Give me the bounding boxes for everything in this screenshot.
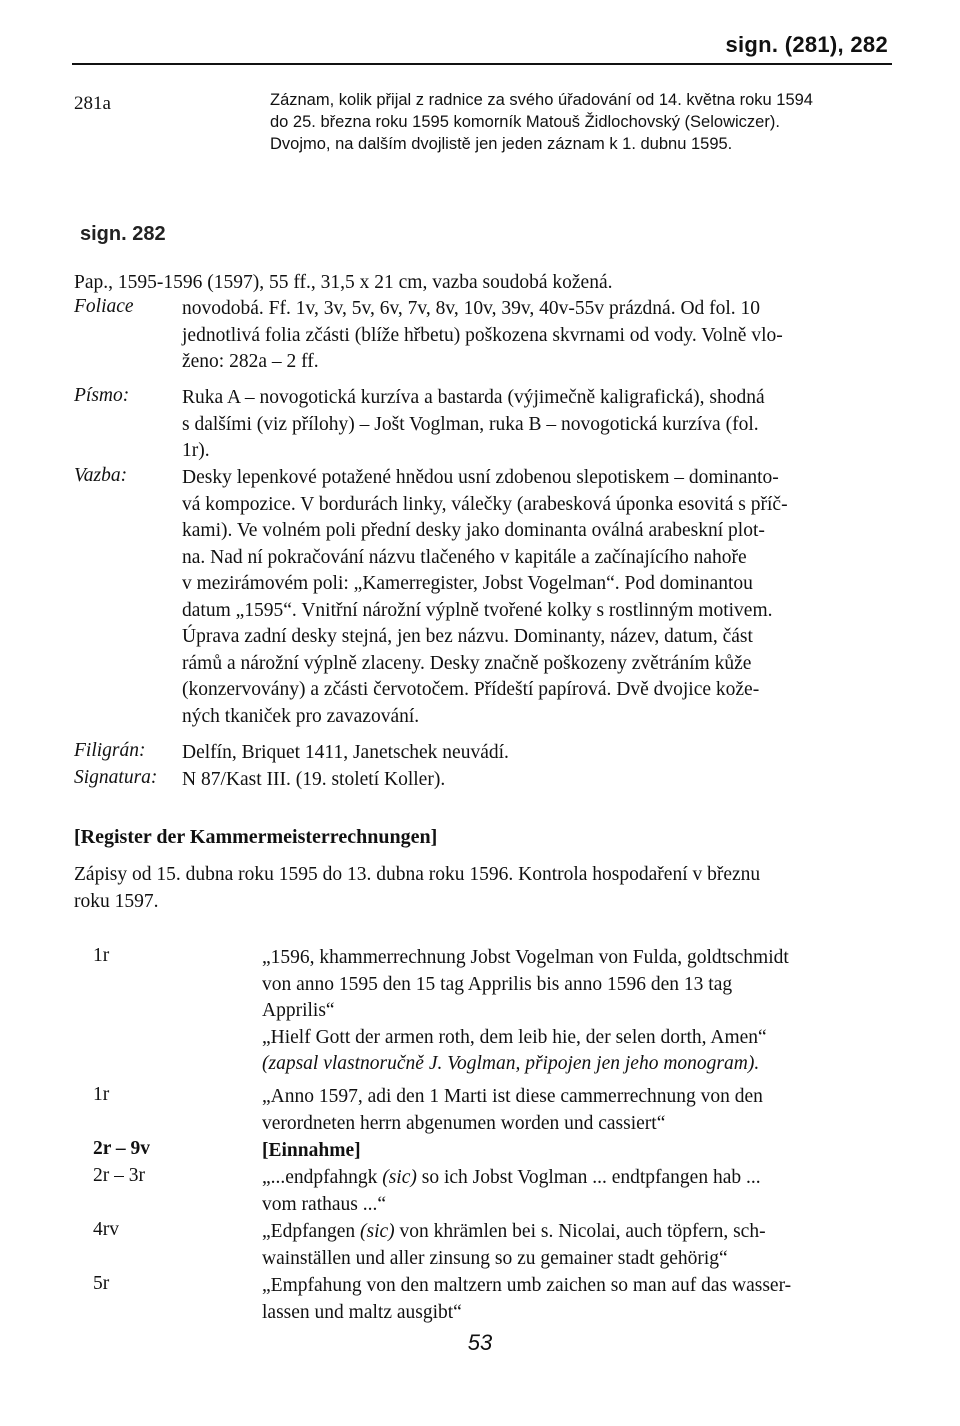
folio-label: 1r <box>93 945 110 966</box>
foliace-text <box>182 296 888 376</box>
entry-text: „...endpfahngk <box>262 1167 383 1188</box>
running-header: sign. (281), 282 <box>725 32 888 57</box>
filigran-text: Delfín, Briquet 1411, Janetschek neuvádí. <box>182 742 509 763</box>
entry-line: verordneten herrn abgenumen worden und cassiert“ <box>262 1112 666 1134</box>
pismo-line: 1r). <box>182 440 210 461</box>
sic-mark: (sic) <box>360 1221 395 1242</box>
sic-mark: (sic) <box>382 1167 417 1188</box>
register-summary <box>74 862 888 915</box>
entry-line: „Hielf Gott der armen roth, dem leib hie, der selen dorth, Amen“ <box>262 1026 767 1048</box>
folio-label: 2r – 3r <box>93 1165 145 1186</box>
entry-line <box>262 1219 886 1246</box>
note-line: Záznam, kolik přijal z radnice za svého úřadování od 14. května roku 1594 <box>270 91 813 109</box>
entry-italic-note: (zapsal vlastnoručně J. Voglman, připojen jen jeho monogram). <box>262 1053 760 1074</box>
pismo-line: Ruka A – novogotická kurzíva a bastarda (výjimečně kaligrafická), shodná <box>182 387 765 408</box>
sign-282-heading: sign. 282 <box>80 223 166 245</box>
vazba-line: (konzervovány) a zčásti červotočem. Přídeští papírová. Dvě dvojice kože- <box>182 679 760 700</box>
entry-line <box>262 1165 886 1192</box>
signatura-label: Signatura: <box>74 767 158 788</box>
pismo-text <box>182 385 888 465</box>
folio-label: 4rv <box>93 1219 119 1240</box>
vazba-line: datum „1595“. Vnitřní nárožní výplně tvořené kolky s rostlinným motivem. <box>182 599 773 621</box>
folio-label: 5r <box>93 1273 110 1294</box>
vazba-line: Desky lepenkové potažené hnědou usní zdobenou slepotiskem – dominanto- <box>182 467 779 488</box>
register-entry <box>262 1084 886 1137</box>
entry-line: wainställen und aller zinsung so zu gemainer stadt gehörig“ <box>262 1247 728 1269</box>
entry-281a-note <box>270 89 890 155</box>
foliace-label: Foliace <box>74 296 134 317</box>
entry-text: so ich Jobst Voglman ... endtpfangen hab ... <box>416 1167 761 1188</box>
folio-label: 1r <box>93 1084 110 1105</box>
signatura-text: N 87/Kast III. (19. století Koller). <box>182 769 446 790</box>
vazba-line: vá kompozice. V bordurách linky, válečky (arabesková úponka esovitá s příč- <box>182 493 788 515</box>
filigran-label: Filigrán: <box>74 740 146 761</box>
foliace-line: ženo: 282a – 2 ff. <box>182 351 319 372</box>
entry-line: von anno 1595 den 15 tag Apprilis bis anno 1596 den 13 tag <box>262 973 733 995</box>
folio-label: 2r – 9v <box>93 1138 151 1159</box>
vazba-line: v mezirámovém poli: „Kamerregister, Jobst Vogelman“. Pod dominantou <box>182 573 753 594</box>
entry-line: „Empfahung von den maltzern umb zaichen so man auf das wasser- <box>262 1275 792 1296</box>
entry-line: „1596, khammerrechnung Jobst Vogelman von Fulda, goldtschmidt <box>262 947 789 968</box>
header-rule <box>72 63 892 65</box>
register-title: [Register der Kammermeisterrechnungen] <box>74 826 438 848</box>
entry-281a-number: 281a <box>74 93 111 114</box>
physical-description: Pap., 1595-1596 (1597), 55 ff., 31,5 x 21 cm, vazba soudobá kožená. <box>74 272 613 293</box>
entry-text: „Edpfangen <box>262 1221 360 1242</box>
register-entry <box>262 1165 886 1218</box>
vazba-line: rámů a nárožní výplně zlaceny. Desky značně poškozeny zvětráním kůže <box>182 652 752 674</box>
entry-text: von khrämlen bei s. Nicolai, auch töpfern, sch- <box>394 1221 766 1242</box>
pismo-line: s dalšími (viz přílohy) – Jošt Voglman, ruka B – novogotická kurzíva (fol. <box>182 413 759 435</box>
summary-line: Zápisy od 15. dubna roku 1595 do 13. dubna roku 1596. Kontrola hospodaření v březnu <box>74 864 761 885</box>
vazba-text <box>182 465 888 730</box>
foliace-line: novodobá. Ff. 1v, 3v, 5v, 6v, 7v, 8v, 10v, 39v, 40v-55v prázdná. Od fol. 10 <box>182 298 761 319</box>
foliace-line: jednotlivá folia zčásti (blíže hřbetu) poškozena skvrnami od vody. Volně vlo- <box>182 324 783 346</box>
vazba-line: Úprava zadní desky stejná, jen bez názvu. Dominanty, název, datum, část <box>182 626 753 647</box>
register-entry <box>262 945 886 1078</box>
vazba-line: ných tkaniček pro zavazování. <box>182 705 420 727</box>
note-line: do 25. března roku 1595 komorník Matouš Židlochovský (Selowiczer). <box>270 113 780 131</box>
entry-line: lassen und maltz ausgibt“ <box>262 1301 462 1323</box>
vazba-line: na. Nad ní pokračování názvu tlačeného v kapitále a začínajícího nahoře <box>182 546 747 568</box>
entry-line: vom rathaus ...“ <box>262 1193 387 1215</box>
vazba-label: Vazba: <box>74 465 128 486</box>
entry-line: „Anno 1597, adi den 1 Marti ist diese cammerrechnung von den <box>262 1086 763 1107</box>
note-line: Dvojmo, na dalším dvojlistě jen jeden záznam k 1. dubnu 1595. <box>270 135 733 153</box>
register-entry <box>262 1219 886 1272</box>
summary-line: roku 1597. <box>74 890 159 912</box>
register-entry <box>262 1273 886 1326</box>
page-number: 53 <box>467 1330 493 1355</box>
entry-line: Apprilis“ <box>262 1000 335 1021</box>
vazba-line: kami). Ve volném poli přední desky jako dominanta oválná arabeskní plot- <box>182 520 765 541</box>
section-heading: [Einnahme] <box>262 1140 361 1161</box>
pismo-label: Písmo: <box>74 385 130 406</box>
